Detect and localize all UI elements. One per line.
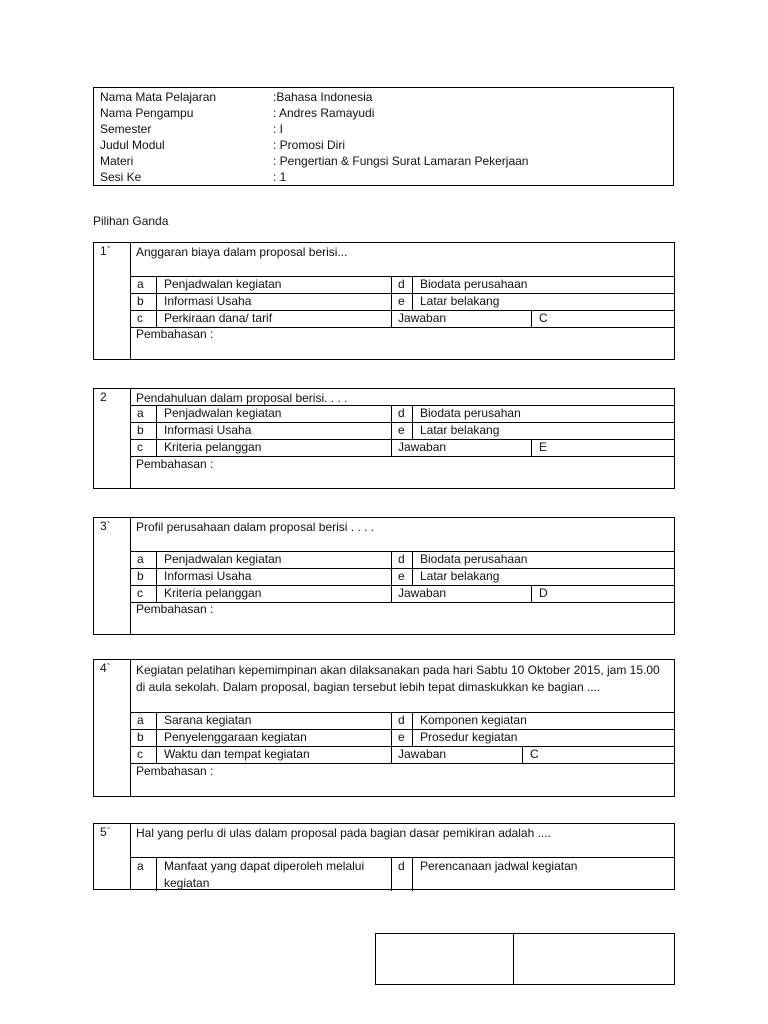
option-text: Biodata perusahan (420, 406, 521, 420)
info-key: Materi (100, 154, 134, 168)
info-row (100, 153, 670, 169)
option-letter: c (137, 440, 143, 454)
option-text: Manfaat yang dapat diperoleh melalui kegiatan (164, 859, 365, 890)
option-letter: d (398, 277, 405, 291)
option-text: Latar belakang (420, 294, 500, 308)
option-text: Kriteria pelanggan (164, 586, 262, 600)
option-letter: c (137, 747, 143, 761)
question-number: 5` (100, 825, 111, 839)
option-letter: c (137, 311, 143, 325)
info-value: : Pengertian & Fungsi Surat Lamaran Pekerjaan (273, 154, 529, 168)
option-text: Informasi Usaha (164, 569, 252, 583)
option-letter: e (398, 294, 405, 308)
option-text: Penjadwalan kegiatan (164, 277, 282, 291)
info-value: : I (273, 122, 284, 136)
option-letter: d (398, 859, 405, 873)
answer-label: Jawaban (398, 440, 447, 454)
question-4 (93, 659, 675, 797)
option-letter: e (398, 569, 405, 583)
info-value: : Promosi Diri (273, 138, 346, 152)
option-text: Biodata perusahaan (420, 277, 528, 291)
option-letter: b (137, 730, 144, 744)
info-key: Semester (100, 122, 152, 136)
option-letter: a (137, 277, 144, 291)
option-text: Latar belakang (420, 423, 500, 437)
option-letter: c (137, 586, 143, 600)
option-text: Penjadwalan kegiatan (164, 406, 282, 420)
option-text: Komponen kegiatan (420, 713, 527, 727)
answer-label: Jawaban (398, 586, 447, 600)
info-value: : Andres Ramayudi (273, 106, 375, 120)
option-letter: e (398, 423, 405, 437)
question-stem: Hal yang perlu di ulas dalam proposal pada bagian dasar pemikiran adalah .... (136, 826, 551, 840)
option-text: Informasi Usaha (164, 294, 252, 308)
answer-value: D (539, 586, 548, 600)
question-5 (93, 823, 675, 890)
option-text: Biodata perusahaan (420, 552, 528, 566)
option-text: Informasi Usaha (164, 423, 252, 437)
option-letter: b (137, 294, 144, 308)
option-letter: a (137, 406, 144, 420)
question-number: 1` (100, 244, 111, 258)
question-number: 2 (100, 390, 107, 404)
info-key: Judul Modul (100, 138, 165, 152)
explanation-label: Pembahasan : (136, 327, 214, 341)
info-key: Nama Pengampu (100, 106, 194, 120)
answer-label: Jawaban (398, 311, 447, 325)
option-letter: b (137, 569, 144, 583)
explanation-label: Pembahasan : (136, 602, 214, 616)
option-text: Penjadwalan kegiatan (164, 552, 282, 566)
question-number: 4` (100, 661, 111, 675)
info-row (100, 105, 670, 121)
option-letter: a (137, 713, 144, 727)
info-row (100, 121, 670, 137)
option-letter: d (398, 713, 405, 727)
option-text: Penyelenggaraan kegiatan (164, 730, 307, 744)
option-text: Waktu dan tempat kegiatan (164, 747, 310, 761)
question-stem: Kegiatan pelatihan kepemimpinan akan dilaksanakan pada hari Sabtu 10 Oktober 2015, jam 15.00 di aula sekolah. Dalam proposal, bagian tersebut lebih tepat dimaskukkan ke bagian .... (136, 663, 660, 694)
bottom-table (375, 933, 675, 985)
answer-label: Jawaban (398, 747, 447, 761)
option-text: Latar belakang (420, 569, 500, 583)
answer-value: E (539, 440, 548, 454)
question-stem: Pendahuluan dalam proposal berisi. . . . (136, 391, 348, 405)
question-stem: Profil perusahaan dalam proposal berisi . . . . (136, 520, 375, 534)
option-letter: a (137, 859, 144, 873)
explanation-label: Pembahasan : (136, 457, 214, 471)
info-key: Sesi Ke (100, 170, 142, 184)
option-text: Sarana kegiatan (164, 713, 252, 727)
info-row (100, 89, 670, 105)
question-3 (93, 517, 675, 635)
info-row (100, 137, 670, 153)
option-letter: b (137, 423, 144, 437)
answer-value: C (539, 311, 548, 325)
module-info-box (93, 87, 674, 186)
info-value: : 1 (273, 170, 287, 184)
section-title: Pilihan Ganda (93, 214, 169, 228)
option-letter: e (398, 730, 405, 744)
question-stem: Anggaran biaya dalam proposal berisi... (136, 245, 348, 259)
info-key: Nama Mata Pelajaran (100, 90, 217, 104)
option-letter: a (137, 552, 144, 566)
option-letter: d (398, 406, 405, 420)
option-text: Perencanaan jadwal kegiatan (420, 859, 578, 873)
info-row (100, 169, 670, 185)
option-letter: d (398, 552, 405, 566)
question-2 (93, 388, 675, 489)
info-value: :Bahasa Indonesia (273, 90, 373, 104)
option-text: Kriteria pelanggan (164, 440, 262, 454)
explanation-label: Pembahasan : (136, 764, 214, 778)
question-number: 3` (100, 519, 111, 533)
option-text: Prosedur kegiatan (420, 730, 518, 744)
answer-value: C (530, 747, 539, 761)
question-1 (93, 242, 675, 360)
option-text: Perkiraan dana/ tarif (164, 311, 273, 325)
